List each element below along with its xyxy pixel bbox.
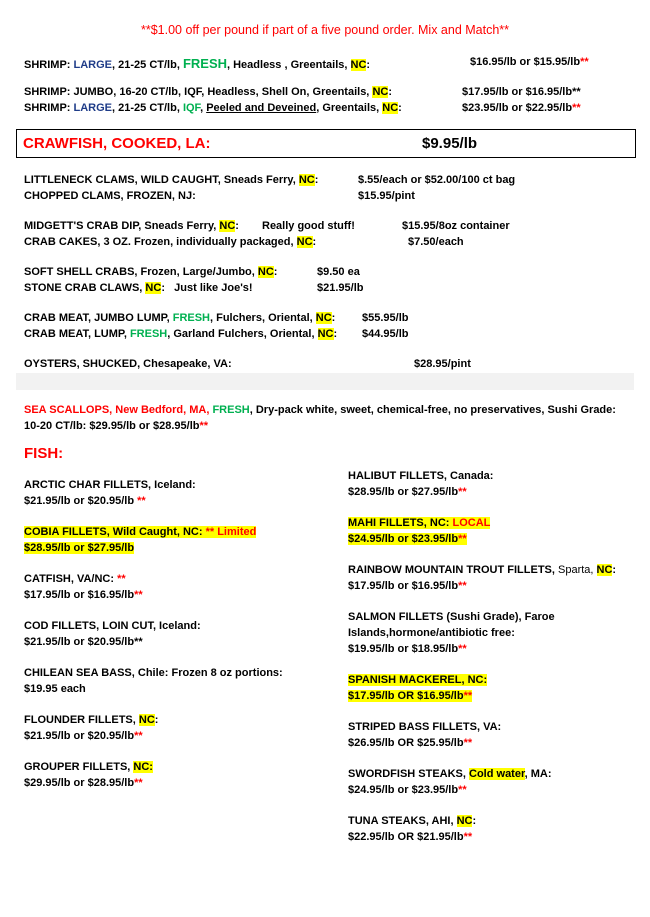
crawfish-item: CRAWFISH, COOKED, LA: xyxy=(23,135,211,152)
chopped-clams-item: CHOPPED CLAMS, FROZEN, NJ: xyxy=(24,190,196,202)
crab-dip-item: MIDGETT'S CRAB DIP, Sneads Ferry, NC: xyxy=(24,220,239,232)
shaded-separator xyxy=(16,373,634,390)
shrimp-jumbo-price: $17.95/lb or $16.95/lb** xyxy=(462,86,581,98)
fish-item: STRIPED BASS FILLETS, VA: $26.95/lb OR $25.95/lb** xyxy=(348,721,502,749)
sea-scallops-item: SEA SCALLOPS, New Bedford, MA, FRESH, Dry-pack white, sweet, chemical-free, no preservatives, Sushi Grade: xyxy=(24,404,616,416)
fish-item: MAHI FILLETS, NC: LOCAL $24.95/lb or $23.95/lb** xyxy=(348,517,491,545)
sea-scallops-price: 10-20 CT/lb: $29.95/lb or $28.95/lb** xyxy=(24,420,209,432)
shrimp-large-fresh-item: SHRIMP: LARGE, 21-25 CT/lb, FRESH, Headless , Greentails, NC: xyxy=(24,56,371,71)
fish-item: SWORDFISH STEAKS, Cold water, MA: $24.95/lb or $23.95/lb** xyxy=(348,768,552,796)
discount-notice: **$1.00 off per pound if part of a five pound order. Mix and Match** xyxy=(140,23,510,37)
fish-item: FLOUNDER FILLETS, NC: $21.95/lb or $20.95/lb** xyxy=(24,714,159,742)
fish-item: CATFISH, VA/NC: ** $17.95/lb or $16.95/lb** xyxy=(24,573,143,601)
fish-item: COD FILLETS, LOIN CUT, Iceland: $21.95/lb or $20.95/lb** xyxy=(24,620,201,648)
shrimp-large-fresh-price: $16.95/lb or $15.95/lb** xyxy=(470,56,589,68)
fish-item: HALIBUT FILLETS, Canada: $28.95/lb or $27.95/lb** xyxy=(348,470,494,498)
crab-dip-note: Really good stuff! xyxy=(262,220,355,232)
fish-item: RAINBOW MOUNTAIN TROUT FILLETS, Sparta, NC: $17.95/lb or $16.95/lb** xyxy=(348,564,617,592)
oysters-price: $28.95/pint xyxy=(414,358,471,370)
fish-heading: FISH: xyxy=(24,445,64,462)
fish-item: SALMON FILLETS (Sushi Grade), Faroe Islands,hormone/antibiotic free: $19.95/lb or $18.95/lb** xyxy=(348,611,555,655)
crab-cakes-price: $7.50/each xyxy=(408,236,464,248)
shrimp-jumbo-item: SHRIMP: JUMBO, 16-20 CT/lb, IQF, Headless, Shell On, Greentails, NC: xyxy=(24,86,392,98)
crab-meat-lump-price: $44.95/lb xyxy=(362,328,409,340)
soft-shell-crabs-item: SOFT SHELL CRABS, Frozen, Large/Jumbo, NC: xyxy=(24,266,278,278)
crawfish-price: $9.95/lb xyxy=(422,135,478,152)
crab-dip-price: $15.95/8oz container xyxy=(402,220,510,232)
littleneck-clams-price: $.55/each or $52.00/100 ct bag xyxy=(358,174,516,186)
crab-cakes-item: CRAB CAKES, 3 OZ. Frozen, individually packaged, NC: xyxy=(24,236,317,248)
oysters-item: OYSTERS, SHUCKED, Chesapeake, VA: xyxy=(24,358,232,370)
shrimp-peeled-item: SHRIMP: LARGE, 21-25 CT/lb, IQF, Peeled and Deveined, Greentails, NC: xyxy=(24,102,402,114)
fish-item: TUNA STEAKS, AHI, NC: $22.95/lb OR $21.95/lb** xyxy=(348,815,477,843)
stone-crab-claws-item: STONE CRAB CLAWS, NC: Just like Joe's! xyxy=(24,282,253,294)
shrimp-peeled-price: $23.95/lb or $22.95/lb** xyxy=(462,102,581,114)
stone-crab-claws-price: $21.95/lb xyxy=(317,282,364,294)
fish-item: COBIA FILLETS, Wild Caught, NC: ** Limited $28.95/lb or $27.95/lb xyxy=(24,526,257,554)
fish-item: CHILEAN SEA BASS, Chile: Frozen 8 oz portions: $19.95 each xyxy=(24,667,283,695)
fish-item: GROUPER FILLETS, NC: $29.95/lb or $28.95/lb** xyxy=(24,761,153,789)
crab-meat-lump-item: CRAB MEAT, LUMP, FRESH, Garland Fulchers, Oriental, NC: xyxy=(24,328,338,340)
chopped-clams-price: $15.95/pint xyxy=(358,190,415,202)
fish-item: SPANISH MACKEREL, NC: $17.95/lb OR $16.95/lb** xyxy=(348,674,488,702)
fish-item: ARCTIC CHAR FILLETS, Iceland: $21.95/lb or $20.95/lb ** xyxy=(24,479,196,507)
littleneck-clams-item: LITTLENECK CLAMS, WILD CAUGHT, Sneads Ferry, NC: xyxy=(24,174,319,186)
crab-meat-jumbo-item: CRAB MEAT, JUMBO LUMP, FRESH, Fulchers, Oriental, NC: xyxy=(24,312,336,324)
soft-shell-crabs-price: $9.50 ea xyxy=(317,266,360,278)
crab-meat-jumbo-price: $55.95/lb xyxy=(362,312,409,324)
